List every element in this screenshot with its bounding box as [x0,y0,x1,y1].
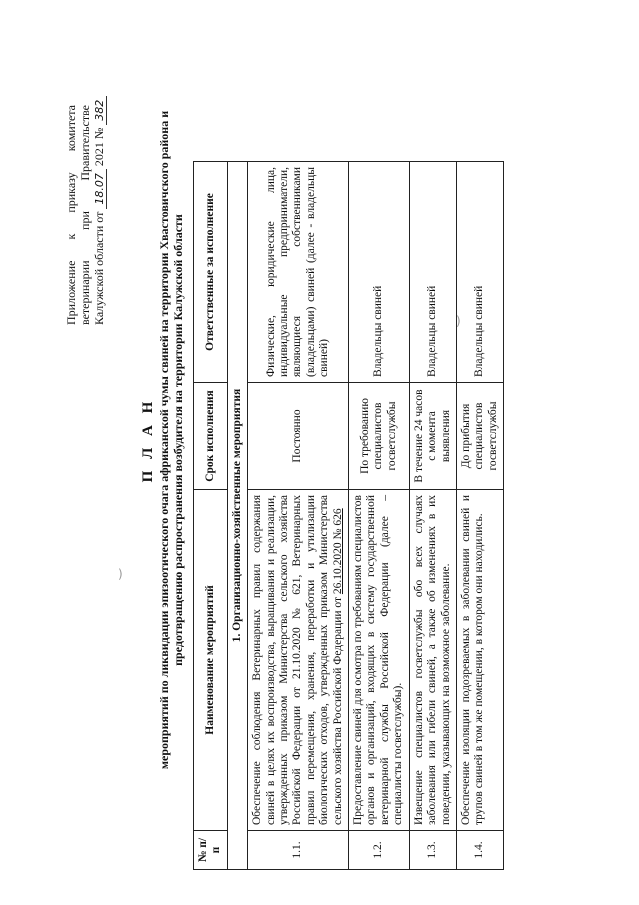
scan-mark-right: ) [456,314,461,328]
row-num: 1.4. [456,831,503,870]
table-header-row [194,162,228,870]
appendix-word: ветеринарии [78,260,92,325]
row-num: 1.1. [248,831,349,870]
row-term: В течение 24 часов с момента выявления [409,383,456,490]
row-responsible: Владельцы свиней [456,162,503,383]
row-responsible: Владельцы свиней [349,162,410,383]
appendix-word: Калужской области от [92,211,106,325]
row-name: Обеспечение изоляции подозреваемых в заболевании свиней и трупов свиней в том же помещении, в котором они находились. [456,490,503,831]
header-name: Наименование мероприятий [194,490,228,831]
document-title-block [140,95,185,785]
row-name: Предоставление свиней для осмотра по требованиям специалистов органов и организаций, входящих в систему государственной ветеринарной службы Российской Федерации (далее – специалисты госветслужбы). [349,490,410,831]
row-name: Извещение специалистов госветслужбы обо всех случаях заболевания или гибели свиней, а также об изменениях в их поведении, указывающих на возможное заболевание. [409,490,456,831]
header-term: Срок исполнения [194,383,228,490]
appendix-word: Правительстве [78,105,92,181]
appendix-word: при [78,211,92,230]
row-num: 1.3. [409,831,456,870]
row-term: До прибытия специалистов госветслужбы [456,383,503,490]
row-term: По требованию специалистов госветслужбы [349,383,410,490]
plan-table [193,161,504,870]
appendix-year: 2021 № [92,127,106,167]
header-num: № п/п [194,831,228,870]
row-responsible: Физические, юридические лица, индивидуальные предприниматели, являющиеся собственниками (владельцами) свиней (далее - владельцы свиней) [248,162,349,383]
table-row [409,162,456,870]
title-line-2: предотвращению распространения возбудителя на территории Калужской области [171,214,185,666]
handwritten-date: 18.07 [93,169,107,209]
document-title: П Л А Н [140,397,156,483]
table-row [349,162,410,870]
table-row [248,162,349,870]
title-line-1: мероприятий по ликвидации эпизоотического очага африканской чумы свиней на территории Хвастовичского района и [157,110,171,770]
row-term: Постоянно [248,383,349,490]
appendix-word: к [64,233,78,240]
row-num: 1.2. [349,831,410,870]
row-name-underlined: 26.10.2020 № 626 [331,508,344,595]
row-name-text: Обеспечение соблюдения Ветеринарных правил содержания свиней в целях их воспроизводства, выращивания и реализации, утвержденных приказом Министерства сельского хозяйства Российской Федерации от 21.10.2020 № 621, Ветеринарных правил перемещения, хранения, переработки и утилизации биологических отходов, утвержденных приказом Министерства сельского хозяйства Российской Федерации от [251,495,344,825]
appendix-word: приказу [64,172,78,213]
handwritten-number: 382 [93,96,107,125]
section-row [227,162,247,870]
row-name [248,490,349,831]
table-row [456,162,503,870]
header-responsible: Ответственные за исполнение [194,162,228,383]
scan-mark-left: ) [118,567,123,581]
appendix-note [64,99,107,325]
row-responsible: Владельцы свиней [409,162,456,383]
section-title: 1. Организационно-хозяйственные мероприятия [227,162,247,870]
appendix-word: Приложение [64,260,78,325]
appendix-word: комитета [64,105,78,152]
